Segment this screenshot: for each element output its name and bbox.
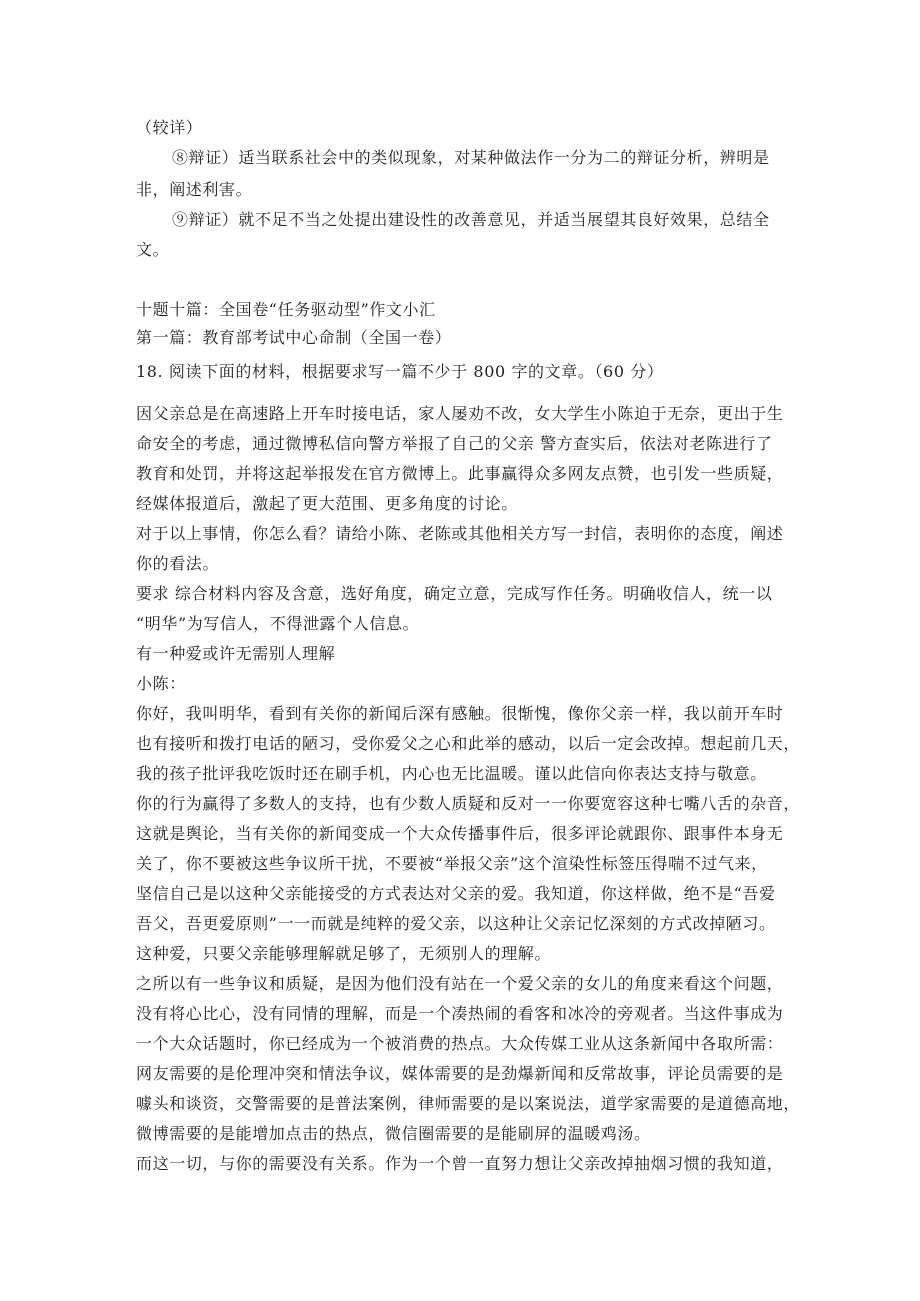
question-prompt: 18. 阅读下面的材料，根据要求写一篇不少于 800 字的文章。（60 分） <box>136 362 664 381</box>
text-line: 你的看法。 <box>136 554 220 573</box>
text-line: 一个大众话题时，你已经成为一个被消费的热点。大众传媒工业从这条新闻中各取所需： <box>136 1034 784 1053</box>
text-line: 也有接听和拨打电话的陋习，受你爱父之心和此举的感动，以后一定会改掉。想起前几天， <box>136 734 801 753</box>
text-line: 非，阐述利害。 <box>136 180 253 199</box>
text-line: 坚信自己是以这种父亲能接受的方式表达对父亲的爱。我知道，你这样做，绝不是“吾爱 <box>136 884 776 903</box>
text-line: 因父亲总是在高速路上开车时接电话，家人屡劝不改，女大学生小陈迫于无奈，更出于生 <box>136 404 784 423</box>
text-line: 微博需要的是能增加点击的热点，微信圈需要的是能刷屏的温暖鸡汤。 <box>136 1124 651 1143</box>
text-line: 噱头和谈资，交警需要的是普法案例，律师需要的是以案说法，道学家需要的是道德高地， <box>136 1094 801 1113</box>
text-line: “明华”为写信人，不得泄露个人信息。 <box>136 614 420 633</box>
text-line: 吾父，吾更爱原则”一一而就是纯粹的爱父亲，以这种让父亲记忆深刻的方式改掉陋习。 <box>136 914 776 933</box>
text-line: 这就是舆论，当有关你的新闻变成一个大众传播事件后，很多评论就跟你、跟事件本身无 <box>136 824 784 843</box>
text-line: 之所以有一些争议和质疑，是因为他们没有站在一个爱父亲的女儿的角度来看这个问题， <box>136 974 784 993</box>
text-line: 你的行为赢得了多数人的支持，也有少数人质疑和反对一一你要宽容这种七嘴八舌的杂音， <box>136 794 801 813</box>
text-line: 经媒体报道后，激起了更大范围、更多角度的讨论。 <box>136 494 518 513</box>
salutation: 小陈： <box>136 674 186 693</box>
text-line: ⑧辩证）适当联系社会中的类似现象，对某种做法作一分为二的辩证分析，辨明是 <box>172 148 770 167</box>
essay-title: 有一种爱或许无需别人理解 <box>136 644 336 663</box>
text-line: 我的孩子批评我吃饭时还在刷手机，内心也无比温暖。谨以此信向你表达支持与敬意。 <box>136 764 767 783</box>
text-line: 没有将心比心，没有同情的理解，而是一个凑热闹的看客和冰冷的旁观者。当这件事成为 <box>136 1004 784 1023</box>
text-line: 命安全的考虑，通过微博私信向警方举报了自己的父亲 警方查实后，依法对老陈进行了 <box>136 434 773 453</box>
section-heading: 十题十篇：全国卷“任务驱动型”作文小汇 <box>136 300 436 319</box>
text-line: 而这一切，与你的需要没有关系。作为一个曾一直努力想让父亲改掉抽烟习惯的我知道， <box>136 1154 784 1173</box>
text-line: 这种爱，只要父亲能够理解就足够了，无须别人的理解。 <box>136 944 552 963</box>
text-line: 对于以上事情，你怎么看？请给小陈、老陈或其他相关方写一封信，表明你的态度，阐述 <box>136 524 784 543</box>
text-line: 文。 <box>136 240 170 259</box>
text-line: ⑨辩证）就不足不当之处提出建设性的改善意见，并适当展望其良好效果，总结全 <box>172 210 770 229</box>
text-line: 你好，我叫明华，看到有关你的新闻后深有感触。很惭愧，像你父亲一样，我以前开车时 <box>136 704 784 723</box>
text-line: 要求 综合材料内容及含意，选好角度，确定立意，完成写作任务。明确收信人，统一以 <box>136 584 773 603</box>
text-line: 关了，你不要被这些争议所干扰，不要被“举报父亲”这个渲染性标签压得喘不过气来， <box>136 854 768 873</box>
text-line: （较详） <box>136 118 203 137</box>
text-line: 教育和处罚，并将这起举报发在官方微博上。此事赢得众多网友点赞，也引发一些质疑， <box>136 464 784 483</box>
text-line: 网友需要的是伦理冲突和情法争议，媒体需要的是劲爆新闻和反常故事，评论员需要的是 <box>136 1064 784 1083</box>
subsection-heading: 第一篇：教育部考试中心命制（全国一卷） <box>136 328 452 347</box>
